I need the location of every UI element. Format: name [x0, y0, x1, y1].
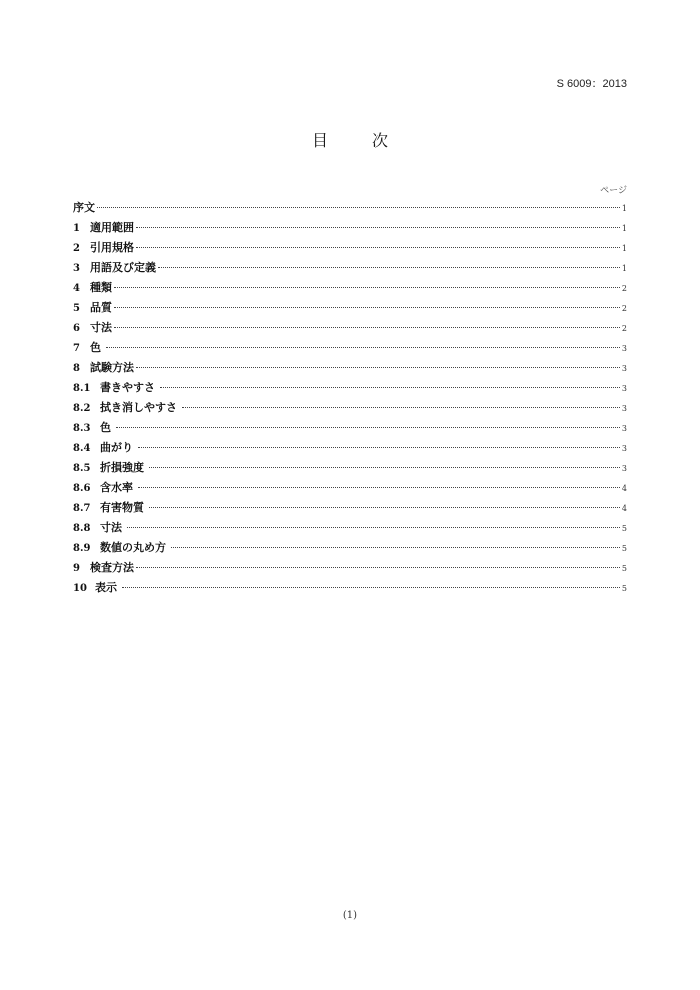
dot-leader — [114, 287, 620, 288]
toc-entry-page: 4 — [621, 484, 627, 493]
toc-entry-number: 8.1 — [73, 383, 91, 394]
toc-entry-page: 2 — [621, 324, 627, 333]
toc-entry[interactable] — [73, 498, 627, 518]
page-number-footer: (1) — [342, 910, 358, 921]
toc-entry-page: 3 — [621, 344, 627, 353]
toc-entry-label: 折損強度 — [100, 461, 144, 474]
toc-entry-label: 数値の丸め方 — [100, 541, 166, 554]
toc-entry-number: 8.3 — [73, 423, 91, 434]
dot-leader — [116, 427, 620, 428]
toc-entry-number: 8.9 — [73, 543, 91, 554]
dot-leader — [138, 447, 620, 448]
toc-entry-page: 5 — [621, 544, 627, 553]
toc-entry-label: 適用範囲 — [90, 221, 134, 234]
toc-entry[interactable] — [73, 478, 627, 498]
dot-leader — [127, 527, 620, 528]
toc-entry-page: 3 — [621, 464, 627, 473]
toc-entry-page: 1 — [621, 224, 627, 233]
toc-entry-page: 3 — [621, 384, 627, 393]
dot-leader — [158, 267, 620, 268]
toc-entry-page: 2 — [621, 304, 627, 313]
toc-entry-number: 8.4 — [73, 443, 91, 454]
toc-entry-label: 含水率 — [100, 481, 133, 494]
toc-entry-number: 4 — [73, 283, 80, 294]
toc-entry[interactable] — [73, 558, 627, 578]
page-title: 目 次 — [311, 131, 402, 150]
dot-leader — [97, 207, 620, 208]
toc-entry[interactable] — [73, 358, 627, 378]
toc-entry-page: 3 — [621, 444, 627, 453]
toc-entry-label: 品質 — [90, 301, 112, 314]
dot-leader — [136, 227, 620, 228]
toc-entry[interactable] — [73, 438, 627, 458]
toc-entry-number: 7 — [73, 343, 80, 354]
toc-entry[interactable] — [73, 338, 627, 358]
toc-entry-label: 序文 — [73, 201, 95, 214]
dot-leader — [136, 567, 620, 568]
toc-entry-number: 8.7 — [73, 503, 91, 514]
toc-entry-page: 3 — [621, 364, 627, 373]
dot-leader — [182, 407, 620, 408]
toc-entry-label: 書きやすさ — [100, 381, 155, 394]
toc-entry[interactable] — [73, 398, 627, 418]
toc-entry[interactable] — [73, 518, 627, 538]
toc-entry-label: 試験方法 — [90, 361, 134, 374]
toc-entry-label: 寸法 — [100, 521, 122, 534]
standard-code: S 6009：2013 — [556, 78, 627, 90]
toc-entry-page: 1 — [621, 264, 627, 273]
toc-entry[interactable] — [73, 538, 627, 558]
toc-entry[interactable] — [73, 198, 627, 218]
dot-leader — [106, 347, 620, 348]
toc-entry-page: 4 — [621, 504, 627, 513]
table-of-contents — [73, 198, 627, 598]
toc-entry-number: 3 — [73, 263, 80, 274]
toc-entry[interactable] — [73, 418, 627, 438]
toc-entry-number: 2 — [73, 243, 80, 254]
toc-entry-number: 8 — [73, 363, 80, 374]
dot-leader — [138, 487, 620, 488]
toc-entry-label: 拭き消しやすさ — [100, 401, 177, 414]
toc-entry-page: 1 — [621, 204, 627, 213]
toc-entry[interactable] — [73, 458, 627, 478]
toc-entry-page: 3 — [621, 404, 627, 413]
toc-entry-number: 10 — [73, 583, 87, 594]
toc-entry[interactable] — [73, 238, 627, 258]
toc-entry-page: 5 — [621, 564, 627, 573]
dot-leader — [149, 507, 620, 508]
toc-entry-number: 5 — [73, 303, 80, 314]
dot-leader — [114, 327, 620, 328]
toc-entry-number: 8.2 — [73, 403, 91, 414]
toc-entry[interactable] — [73, 278, 627, 298]
toc-entry-label: 色 — [90, 341, 101, 354]
toc-entry-number: 1 — [73, 223, 80, 234]
toc-entry-label: 曲がり — [100, 441, 133, 454]
toc-entry-number: 8.8 — [73, 523, 91, 534]
toc-entry[interactable] — [73, 318, 627, 338]
dot-leader — [149, 467, 620, 468]
toc-entry-label: 寸法 — [90, 321, 112, 334]
dot-leader — [114, 307, 620, 308]
toc-entry[interactable] — [73, 218, 627, 238]
toc-entry-label: 用語及び定義 — [90, 261, 156, 274]
toc-entry-page: 1 — [621, 244, 627, 253]
toc-entry-label: 色 — [100, 421, 111, 434]
dot-leader — [171, 547, 620, 548]
toc-entry-label: 検査方法 — [90, 561, 134, 574]
toc-entry[interactable] — [73, 578, 627, 598]
toc-entry-number: 8.5 — [73, 463, 91, 474]
toc-entry-label: 引用規格 — [90, 241, 134, 254]
toc-entry-label: 有害物質 — [100, 501, 144, 514]
toc-entry[interactable] — [73, 298, 627, 318]
toc-entry-page: 5 — [621, 584, 627, 593]
toc-entry[interactable] — [73, 378, 627, 398]
toc-entry-label: 種類 — [90, 281, 112, 294]
toc-entry-number: 9 — [73, 563, 80, 574]
dot-leader — [122, 587, 620, 588]
page-column-caption: ページ — [600, 186, 627, 196]
dot-leader — [160, 387, 620, 388]
toc-entry-number: 6 — [73, 323, 80, 334]
toc-entry-page: 5 — [621, 524, 627, 533]
toc-entry-page: 3 — [621, 424, 627, 433]
toc-entry-label: 表示 — [95, 581, 117, 594]
toc-entry-page: 2 — [621, 284, 627, 293]
toc-entry-number: 8.6 — [73, 483, 91, 494]
toc-entry[interactable] — [73, 258, 627, 278]
dot-leader — [136, 247, 620, 248]
dot-leader — [136, 367, 620, 368]
